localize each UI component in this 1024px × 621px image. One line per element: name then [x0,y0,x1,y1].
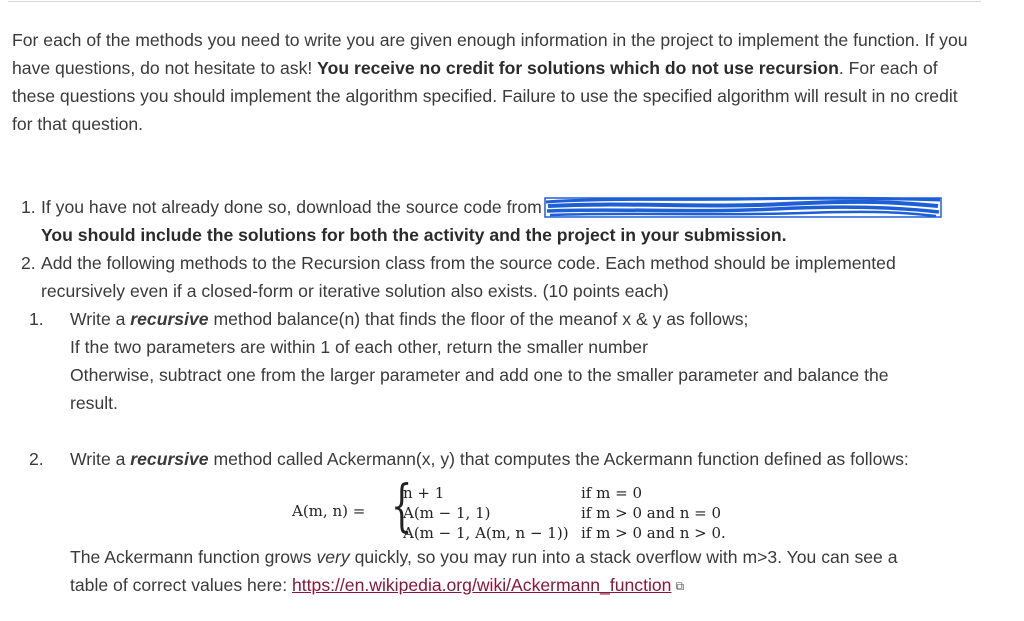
wikipedia-link[interactable]: https://en.wikipedia.org/wiki/Ackermann_function [292,575,672,595]
sublist-item-1 [21,305,1011,417]
ackermann-note-emphasis: very [316,547,350,567]
ackermann-table-text: table of correct values here: [70,575,292,595]
balance-rule-2-cont: result. [70,393,118,413]
item-2-text-1: Add the following methods to the Recursion class from the source code. Each method should be implemented [41,253,896,273]
external-link-icon[interactable]: ⧉ [675,579,685,593]
intro-bold-warning: You receive no credit for solutions which do not use recursion [317,58,839,78]
list-item-1 [21,193,1011,249]
intro-text-2: . For each of these questions you should implement the algorithm specified. Failure to use the specified algorithm will result in no credit for that question. [12,58,958,134]
subitem-number: 2. [29,449,44,469]
formula-case-cond: if m > 0 and n = 0 [581,504,722,522]
intro-paragraph [12,26,982,138]
formula-brace: { [391,474,413,539]
formula-case-cond: if m > 0 and n > 0. [581,524,726,542]
item-1-bold-note: You should include the solutions for both the activity and the project in your submission. [41,225,787,245]
instruction-list [21,193,1011,600]
list-item-2 [21,249,1011,600]
redacted-source-link[interactable] [544,196,942,218]
sublist-item-2 [21,445,1011,600]
ackermann-formula [31,474,1011,542]
formula-case-expr: A(m − 1, 1) [403,504,491,522]
ackermann-note-post: quickly, so you may run into a stack overflow with m>3. You can see a [349,547,898,567]
subitem-1-emphasis: recursive [130,309,209,329]
formula-case-expr: n + 1 [403,484,445,502]
subitem-2-post: method called Ackermann(x, y) that computes the Ackermann function defined as follows: [208,449,909,469]
item-1-text: If you have not already done so, download the source code from [41,197,542,217]
formula-case-cond: if m = 0 [581,484,642,502]
subitem-1-pre: Write a [70,309,131,329]
subitem-2-pre: Write a [70,449,131,469]
intro-text-1: For each of the methods you need to write you are given enough information in the project to implement the function. If you have questions, do not hesitate to ask! [12,30,968,78]
subitem-2-emphasis: recursive [130,449,209,469]
formula-lhs: A(m, n) = [292,502,366,520]
item-2-text-2: recursively even if a closed-form or iterative solution also exists. (10 points each) [41,281,669,301]
top-divider [8,1,981,2]
item-number: 2. [21,253,36,273]
subitem-number: 1. [29,309,44,329]
balance-rule-2: Otherwise, subtract one from the larger parameter and add one to the smaller parameter and balance the [70,365,889,385]
formula-case-expr: A(m − 1, A(m, n − 1)) [403,524,569,542]
subitem-1-post: method balance(n) that finds the floor of the meanof x & y as follows; [208,309,749,329]
ackermann-note-pre: The Ackermann function grows [70,547,317,567]
balance-rule-1: If the two parameters are within 1 of each other, return the smaller number [70,337,648,357]
item-number: 1. [21,197,36,217]
